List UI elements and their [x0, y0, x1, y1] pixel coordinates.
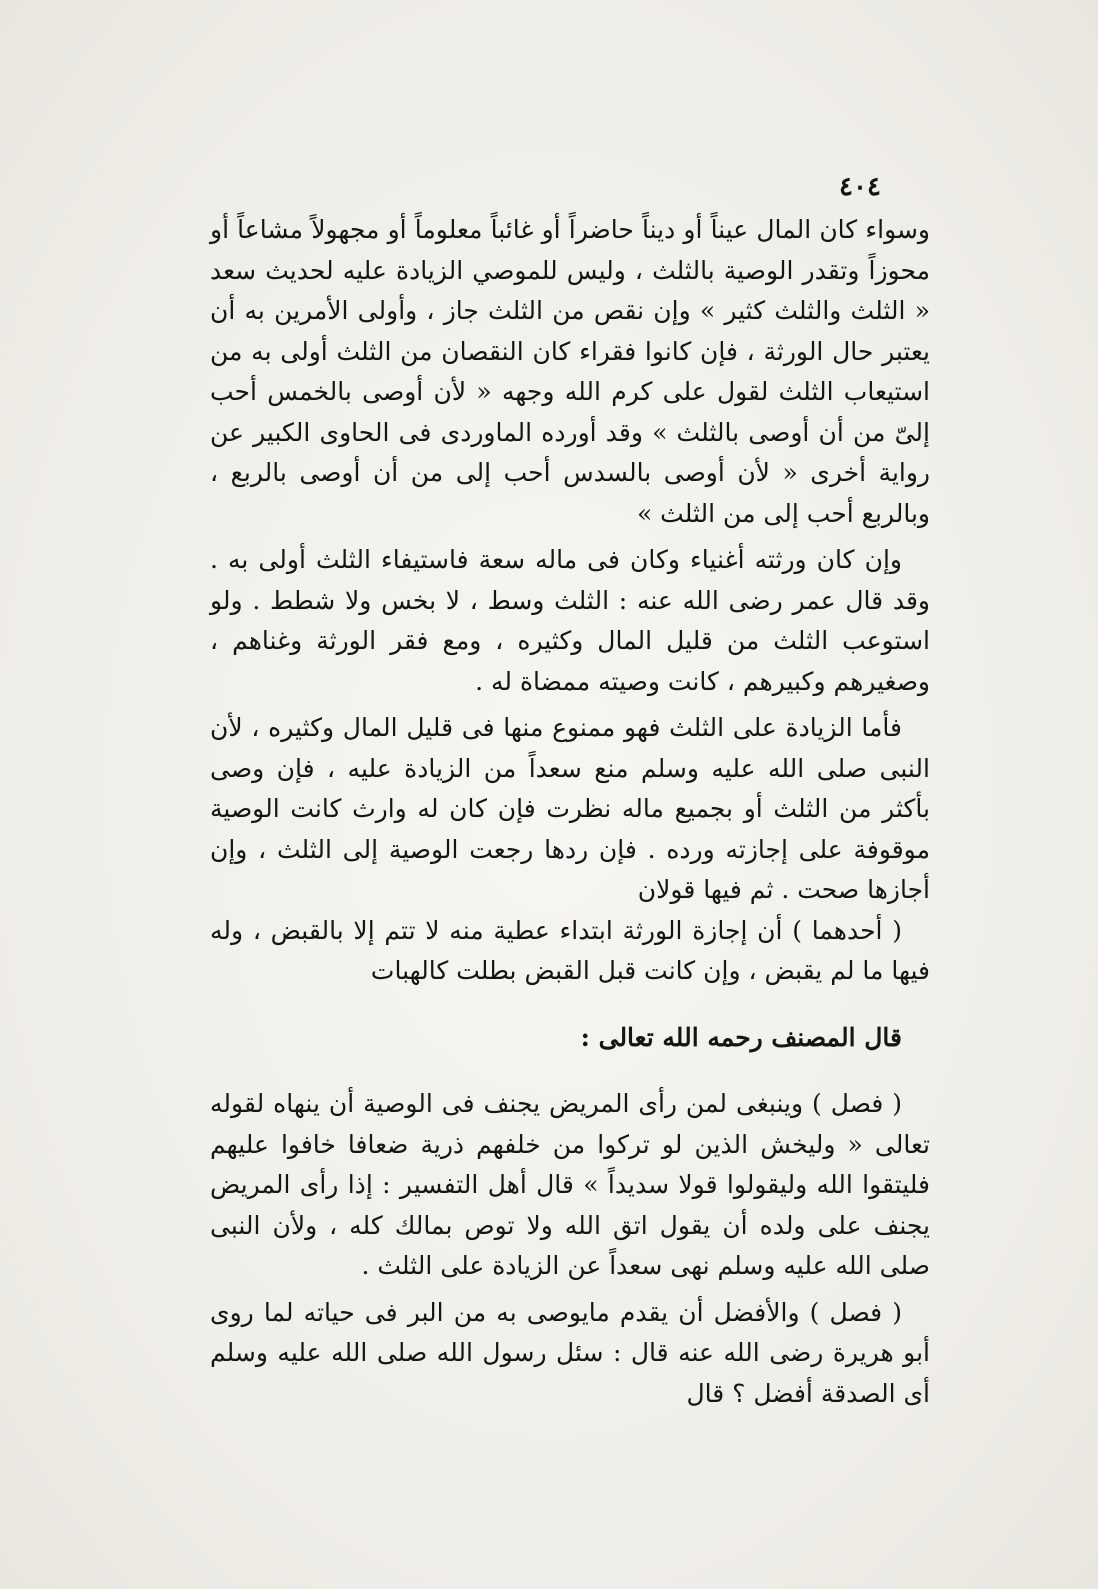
page-number: ٤٠٤: [839, 172, 881, 202]
section-heading: قال المصنف رحمه الله تعالى :: [580, 1022, 902, 1052]
paragraph-1: وسواء كان المال عيناً أو ديناً حاضراً أو غائباً معلوماً أو مجهولاً مشاعاً أو محوزاً وتقدر الوصية بالثلث ، وليس للموصي الزيادة عليه لحديث سعد « الثلث والثلث كثير » وإن نقص من الثلث جاز ، وأولى الأمرين به أن يعتبر حال الورثة ، فإن كانوا فقراء كان النقصان من الثلث أولى به من استيعاب الثلث لقول على كرم الله وجهه « لأن أوصى بالخمس أحب إلىّ من أن أوصى بالثلث » وقد أورده الماوردى فى الحاوى الكبير عن رواية أخرى « لأن أوصى بالسدس أحب إلى من أن أوصى بالربع ، وبالربع أحب إلى من الثلث »: [210, 215, 930, 528]
paragraph-6: ( فصل ) والأفضل أن يقدم مايوصى به من البر فى حياته لما روى أبو هريرة رضى الله عنه قال : سئل رسول الله صلى الله عليه وسلم أى الصدقة أفضل ؟ قال: [210, 1297, 930, 1408]
body-text: [210, 210, 930, 1414]
paragraph-2: وإن كان ورثته أغنياء وكان فى ماله سعة فاستيفاء الثلث أولى به . وقد قال عمر رضى الله عنه : الثلث وسط ، لا بخس ولا شطط . ولو استوعب الثلث من قليل المال وكثيره ، ومع فقر الورثة وغناهم ، وصغيرهم وكبيرهم ، كانت وصيته ممضاة له .: [210, 545, 930, 696]
paragraph-3: فأما الزيادة على الثلث فهو ممنوع منها فى قليل المال وكثيره ، لأن النبى صلى الله عليه وسلم منع سعداً من الزيادة عليه ، فإن وصى بأكثر من الثلث أو بجميع ماله نظرت فإن كان له وارث كانت الوصية موقوفة على إجازته ورده . فإن ردها رجعت الوصية إلى الثلث ، وإن أجازها صحت . ثم فيها قولان: [210, 713, 930, 904]
paragraph-5: ( فصل ) وينبغى لمن رأى المريض يجنف فى الوصية أن ينهاه لقوله تعالى « وليخش الذين لو تركوا من خلفهم ذرية ضعافا خافوا عليهم فليتقوا الله وليقولوا قولا سديداً » قال أهل التفسير : إذا رأى المريض يجنف على ولده أن يقول اتق الله ولا توص بمالك كله ، ولأن النبى صلى الله عليه وسلم نهى سعداً عن الزيادة على الثلث .: [210, 1089, 930, 1280]
paragraph-4: ( أحدهما ) أن إجازة الورثة ابتداء عطية منه لا تتم إلا بالقبض ، وله فيها ما لم يقبض ، وإن كانت قبل القبض بطلت كالهبات: [210, 915, 930, 985]
